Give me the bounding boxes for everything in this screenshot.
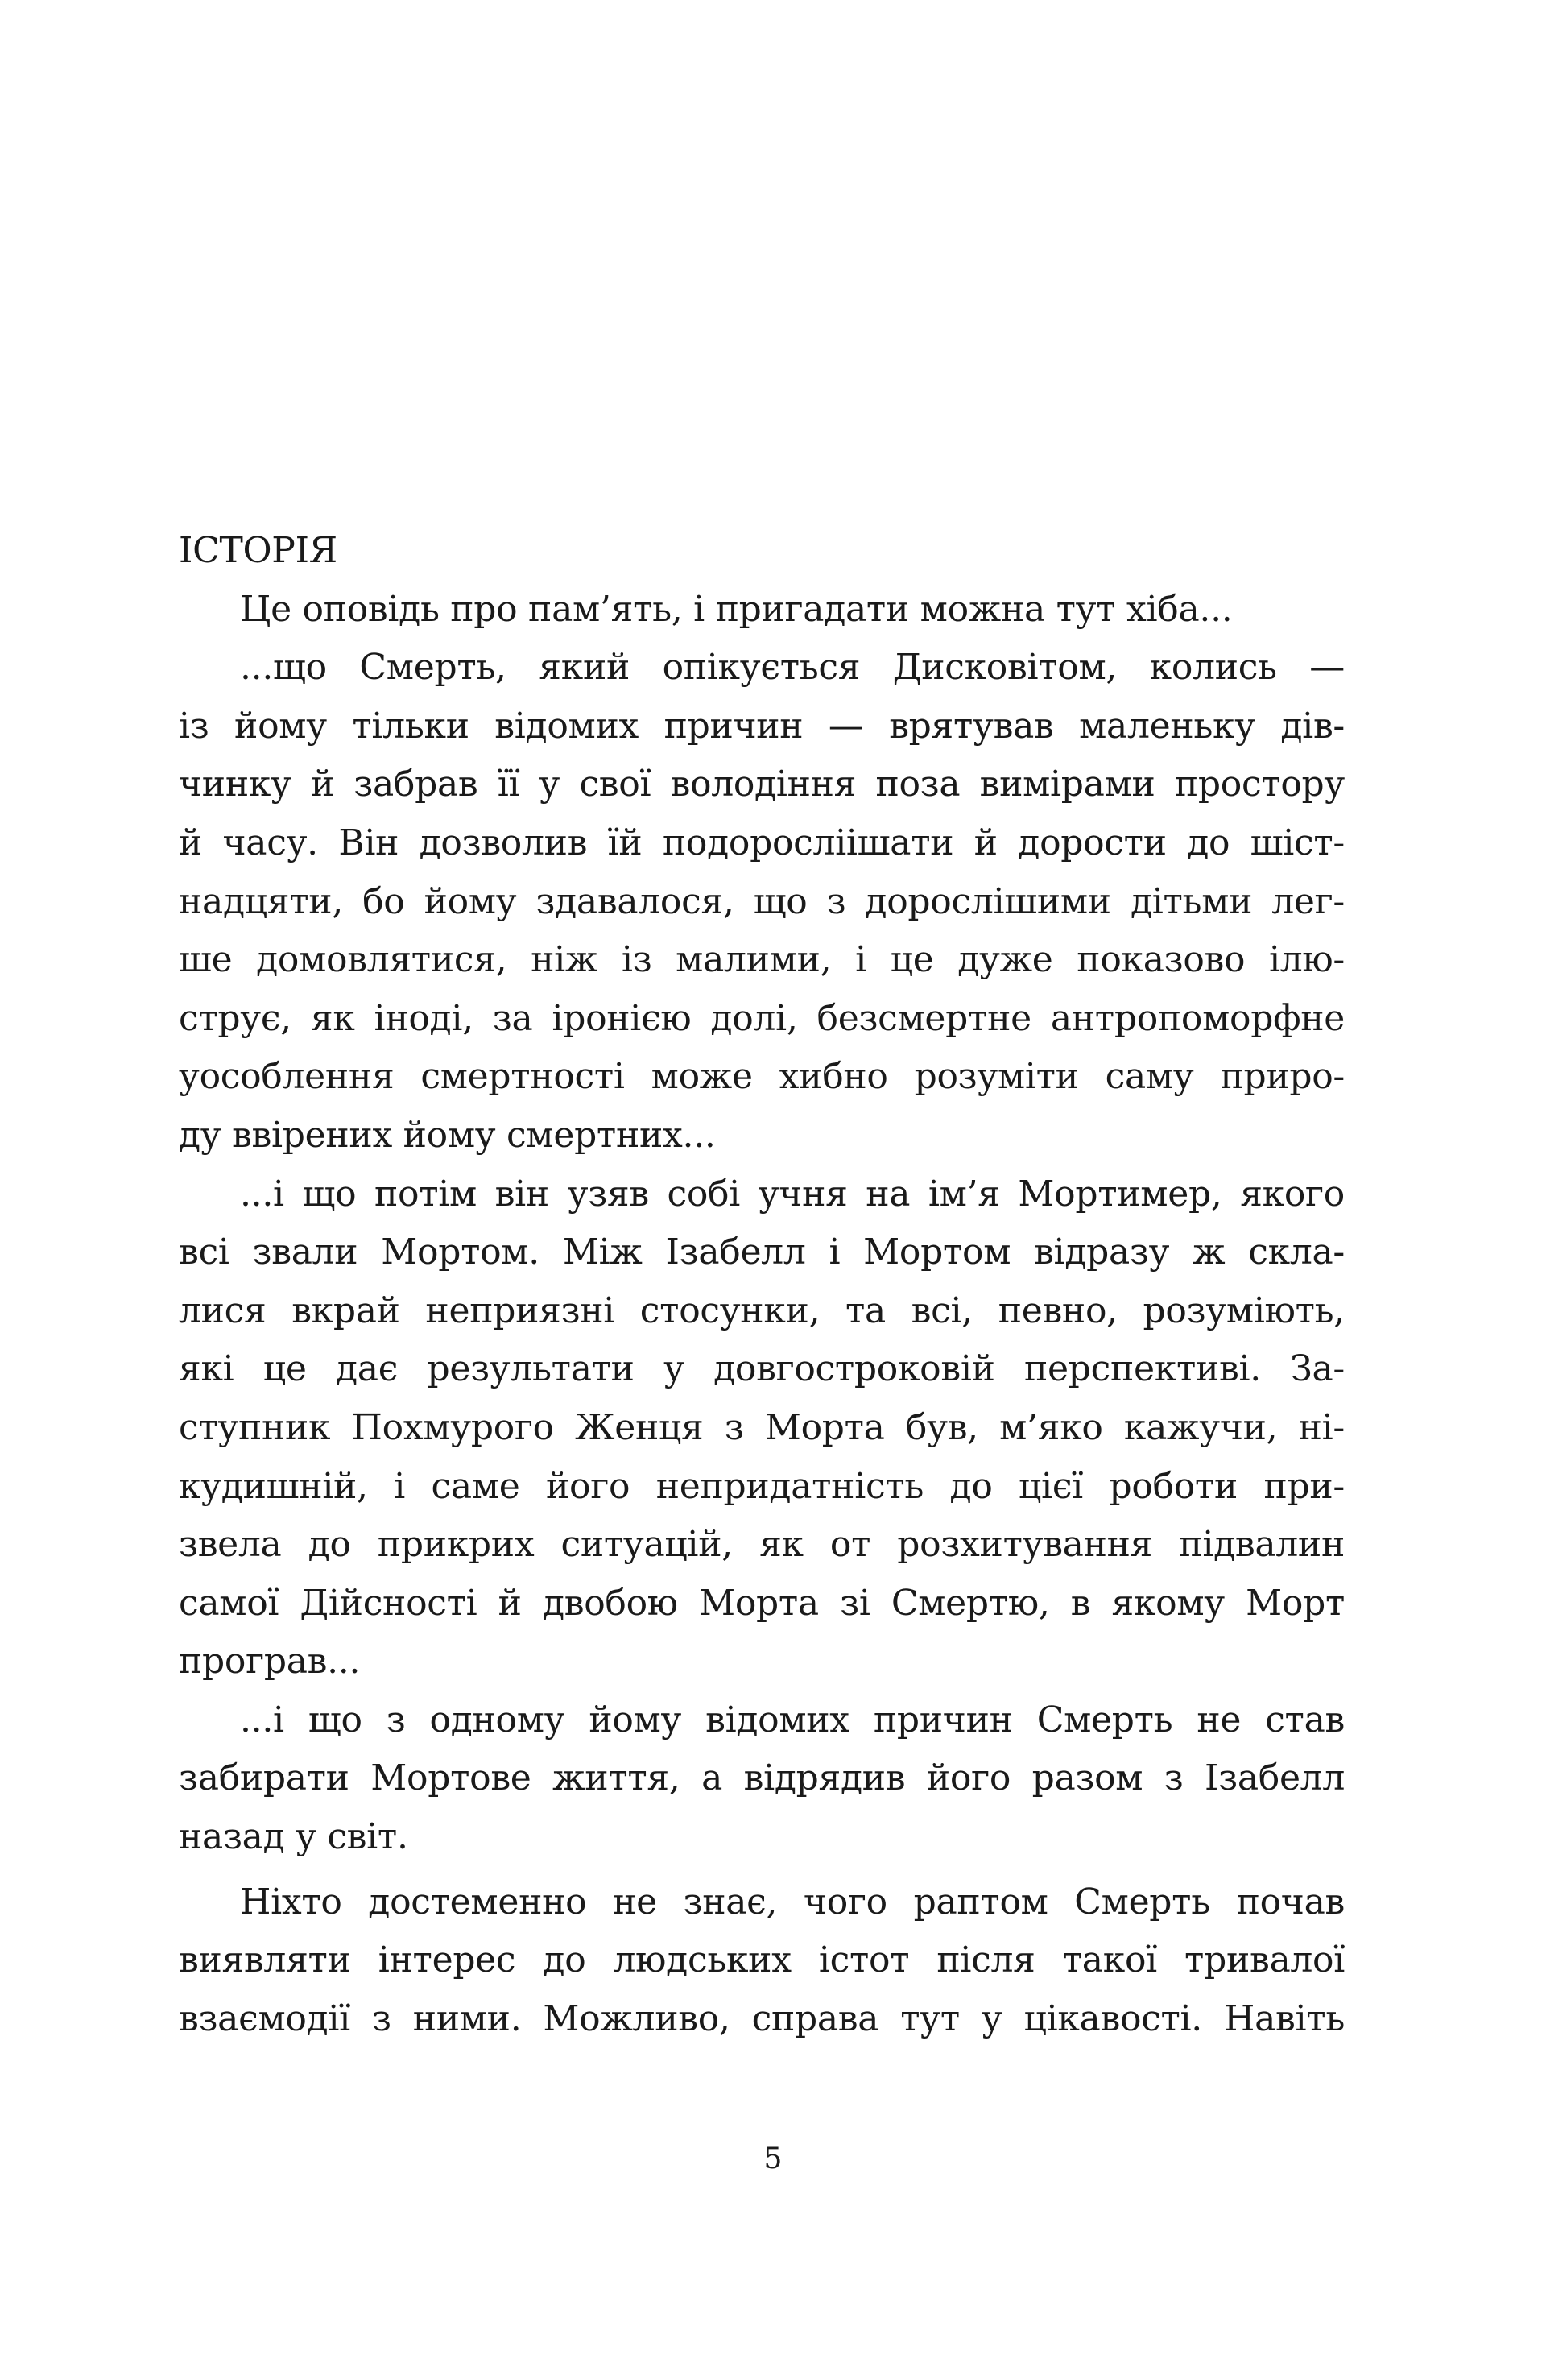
text-line: із йому тільки відомих причин — врятував маленьку дів- <box>179 705 1345 747</box>
text-line: й часу. Він дозволив їй подоросліішати й дорости до шіст- <box>179 822 1345 863</box>
page-number: 5 <box>763 2142 783 2175</box>
paragraph-death-rescue <box>179 639 1345 1165</box>
paragraph-intro <box>179 581 1345 639</box>
text-line: уособлення смертності може хибно розуміти саму приро- <box>179 1056 1345 1098</box>
text-line: чинку й забрав її у свої володіння поза вимірами простору <box>179 764 1345 805</box>
paragraph-mort-apprentice <box>179 1165 1345 1691</box>
paragraph-spacer <box>179 1867 1345 1873</box>
text-line: ду ввірених йому смертних... <box>179 1114 716 1156</box>
text-line: самої Дійсності й двобою Морта зі Смертю, в якому Морт <box>179 1582 1345 1624</box>
text-line: Ніхто достеменно не знає, чого раптом Смерть почав <box>240 1881 1345 1923</box>
text-line: які це дає результати у довгостроковій перспективі. За- <box>179 1348 1345 1390</box>
paragraph-sent-back <box>179 1691 1345 1867</box>
text-line: ...що Смерть, який опікується Дисковітом, колись — <box>240 647 1345 689</box>
text-line: ше домовлятися, ніж із малими, і це дуже показово ілю- <box>179 939 1345 981</box>
paragraph-curiosity <box>179 1873 1345 2049</box>
text-line: ступник Похмурого Женця з Морта був, м’яко кажучи, ні- <box>179 1406 1345 1448</box>
text-line: струє, як іноді, за іронією долі, безсмертне антропоморфне <box>179 997 1345 1039</box>
text-line: кудишній, і саме його непридатність до цієї роботи при- <box>179 1465 1345 1507</box>
text-line: всі звали Мортом. Між Ізабелл і Мортом відразу ж скла- <box>179 1231 1345 1273</box>
text-line: назад у світ. <box>179 1816 408 1858</box>
section-heading: ІСТОРІЯ <box>179 530 337 571</box>
text-line: лися вкрай неприязні стосунки, та всі, певно, розуміють, <box>179 1289 1345 1331</box>
book-page-text <box>179 522 1345 2048</box>
text-line: ...і що з одному йому відомих причин Смерть не став <box>240 1699 1345 1741</box>
text-line: забирати Мортове життя, а відрядив його разом з Ізабелл <box>179 1757 1345 1799</box>
text-line: Це оповідь про пам’ять, і пригадати можна тут хіба... <box>240 588 1233 630</box>
text-line: ...і що потім він узяв собі учня на ім’я Мортимер, якого <box>240 1173 1345 1215</box>
text-line: взаємодії з ними. Можливо, справа тут у цікавості. Навіть <box>179 1997 1345 2039</box>
text-line: виявляти інтерес до людських істот після такої тривалої <box>179 1939 1345 1981</box>
text-line: надцяти, бо йому здавалося, що з дорослішими дітьми лег- <box>179 880 1345 922</box>
text-line: програв... <box>179 1641 361 1683</box>
text-line: звела до прикрих ситуацій, як от розхитування підвалин <box>179 1524 1345 1566</box>
